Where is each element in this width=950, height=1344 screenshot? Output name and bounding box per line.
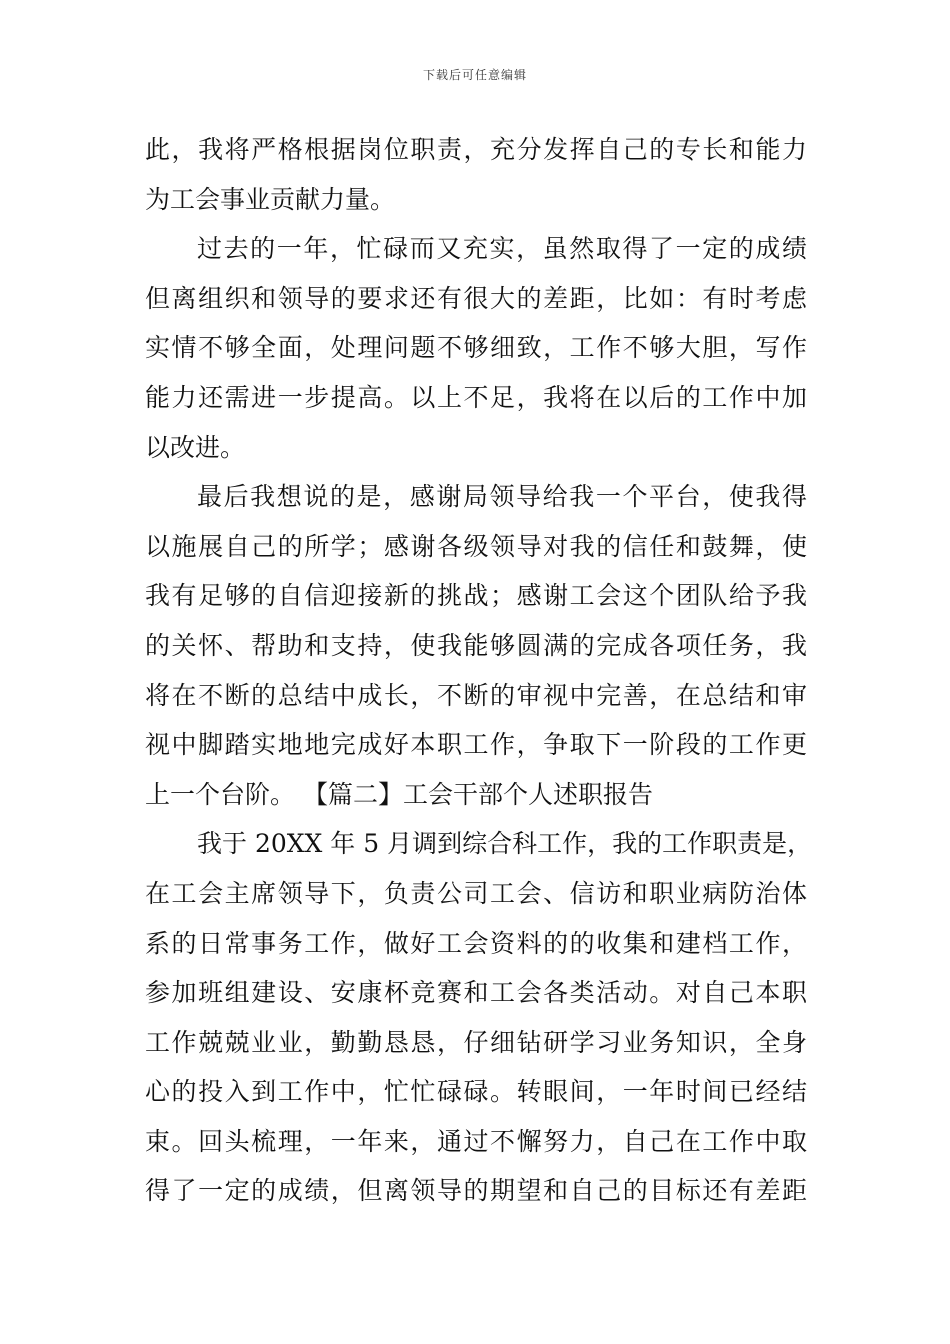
text-line: 将在不断的总结中成长，不断的审视中完善，在总结和审 — [145, 680, 807, 710]
text-line: 束。回头梳理，一年来，通过不懈努力，自己在工作中取 — [145, 1126, 807, 1156]
text-line: 得了一定的成绩，但离领导的期望和自己的目标还有差距 — [145, 1176, 807, 1206]
text-line: 工作兢兢业业，勤勤恳恳，仔细钻研学习业务知识，全身 — [145, 1027, 807, 1057]
text-line: 参加班组建设、安康杯竞赛和工会各类活动。对自己本职 — [145, 978, 807, 1008]
text-line: 心的投入到工作中，忙忙碌碌。转眼间，一年时间已经结 — [145, 1077, 807, 1107]
text-line: 系的日常事务工作，做好工会资料的的收集和建档工作， — [145, 928, 807, 958]
text-line: 的关怀、帮助和支持，使我能够圆满的完成各项任务，我 — [145, 630, 807, 660]
paragraph-start-line: 我于 20XX 年 5 月调到综合科工作，我的工作职责是， — [197, 829, 813, 859]
text-line: 为工会事业贡献力量。 — [145, 184, 396, 214]
text-line: 实情不够全面，处理问题不够细致，工作不够大胆，写作 — [145, 333, 807, 363]
paragraph-start-line: 过去的一年，忙碌而又充实，虽然取得了一定的成绩 — [197, 234, 807, 264]
text-line: 视中脚踏实地地完成好本职工作，争取下一阶段的工作更 — [145, 730, 807, 760]
paragraph-start-line: 最后我想说的是，感谢局领导给我一个平台，使我得 — [197, 482, 807, 512]
text-line: 在工会主席领导下，负责公司工会、信访和职业病防治体 — [145, 878, 807, 908]
section-heading-line: 上一个台阶。 【篇二】工会干部个人述职报告 — [145, 779, 653, 809]
page-header: 下载后可任意编辑 — [422, 68, 527, 82]
text-line: 此，我将严格根据岗位职责，充分发挥自己的专长和能力 — [145, 135, 807, 164]
text-line: 我有足够的自信迎接新的挑战；感谢工会这个团队给予我 — [145, 581, 807, 611]
text-line: 能力还需进一步提高。以上不足，我将在以后的工作中加 — [145, 382, 807, 412]
text-line: 以施展自己的所学；感谢各级领导对我的信任和鼓舞，使 — [145, 531, 807, 561]
text-line: 以改进。 — [145, 432, 246, 462]
body-text — [145, 125, 813, 1216]
text-line: 但离组织和领导的要求还有很大的差距，比如：有时考虑 — [145, 283, 807, 313]
